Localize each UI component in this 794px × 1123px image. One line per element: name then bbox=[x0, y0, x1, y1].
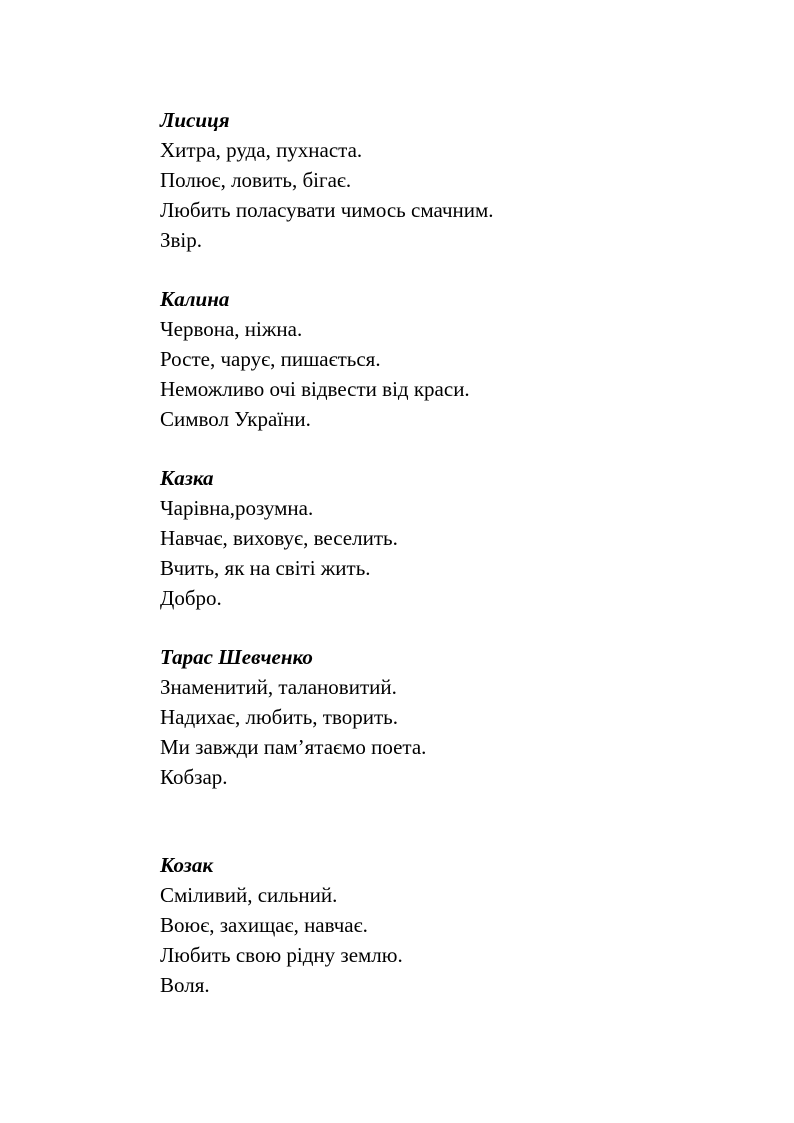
poem-fairy-tale bbox=[160, 463, 760, 613]
poem-line: Неможливо очі відвести від краси. bbox=[160, 377, 470, 401]
poem-title: Казка bbox=[160, 466, 214, 490]
poem-viburnum bbox=[160, 284, 760, 434]
poem-line: Звір. bbox=[160, 228, 203, 252]
poem-line: Чарівна,розумна. bbox=[160, 496, 314, 520]
poem-line: Сміливий, сильний. bbox=[160, 883, 338, 907]
poem-line: Воля. bbox=[160, 973, 210, 997]
poem-line: Червона, ніжна. bbox=[160, 317, 303, 341]
poem-line: Кобзар. bbox=[160, 765, 228, 789]
poem-line: Надихає, любить, творить. bbox=[160, 705, 399, 729]
poem-line: Добро. bbox=[160, 586, 222, 610]
poem-line: Полює, ловить, бігає. bbox=[160, 168, 352, 192]
poem-line: Любить свою рідну землю. bbox=[160, 943, 403, 967]
poem-title: Козак bbox=[160, 853, 214, 877]
poem-fox bbox=[160, 105, 760, 255]
poem-title: Калина bbox=[160, 287, 230, 311]
poem-title: Лисиця bbox=[160, 108, 230, 132]
poem-line: Хитра, руда, пухнаста. bbox=[160, 138, 363, 162]
poem-line: Росте, чарує, пишається. bbox=[160, 347, 381, 371]
poem-line: Воює, захищає, навчає. bbox=[160, 913, 368, 937]
poem-line: Знаменитий, талановитий. bbox=[160, 675, 397, 699]
poem-cossack bbox=[160, 850, 760, 1000]
poem-shevchenko bbox=[160, 642, 760, 792]
poem-line: Символ України. bbox=[160, 407, 311, 431]
poem-line: Вчить, як на світі жить. bbox=[160, 556, 371, 580]
poem-line: Любить поласувати чимось смачним. bbox=[160, 198, 494, 222]
poem-line: Навчає, виховує, веселить. bbox=[160, 526, 398, 550]
poem-title: Тарас Шевченко bbox=[160, 645, 313, 669]
poem-line: Ми завжди пам’ятаємо поета. bbox=[160, 735, 427, 759]
